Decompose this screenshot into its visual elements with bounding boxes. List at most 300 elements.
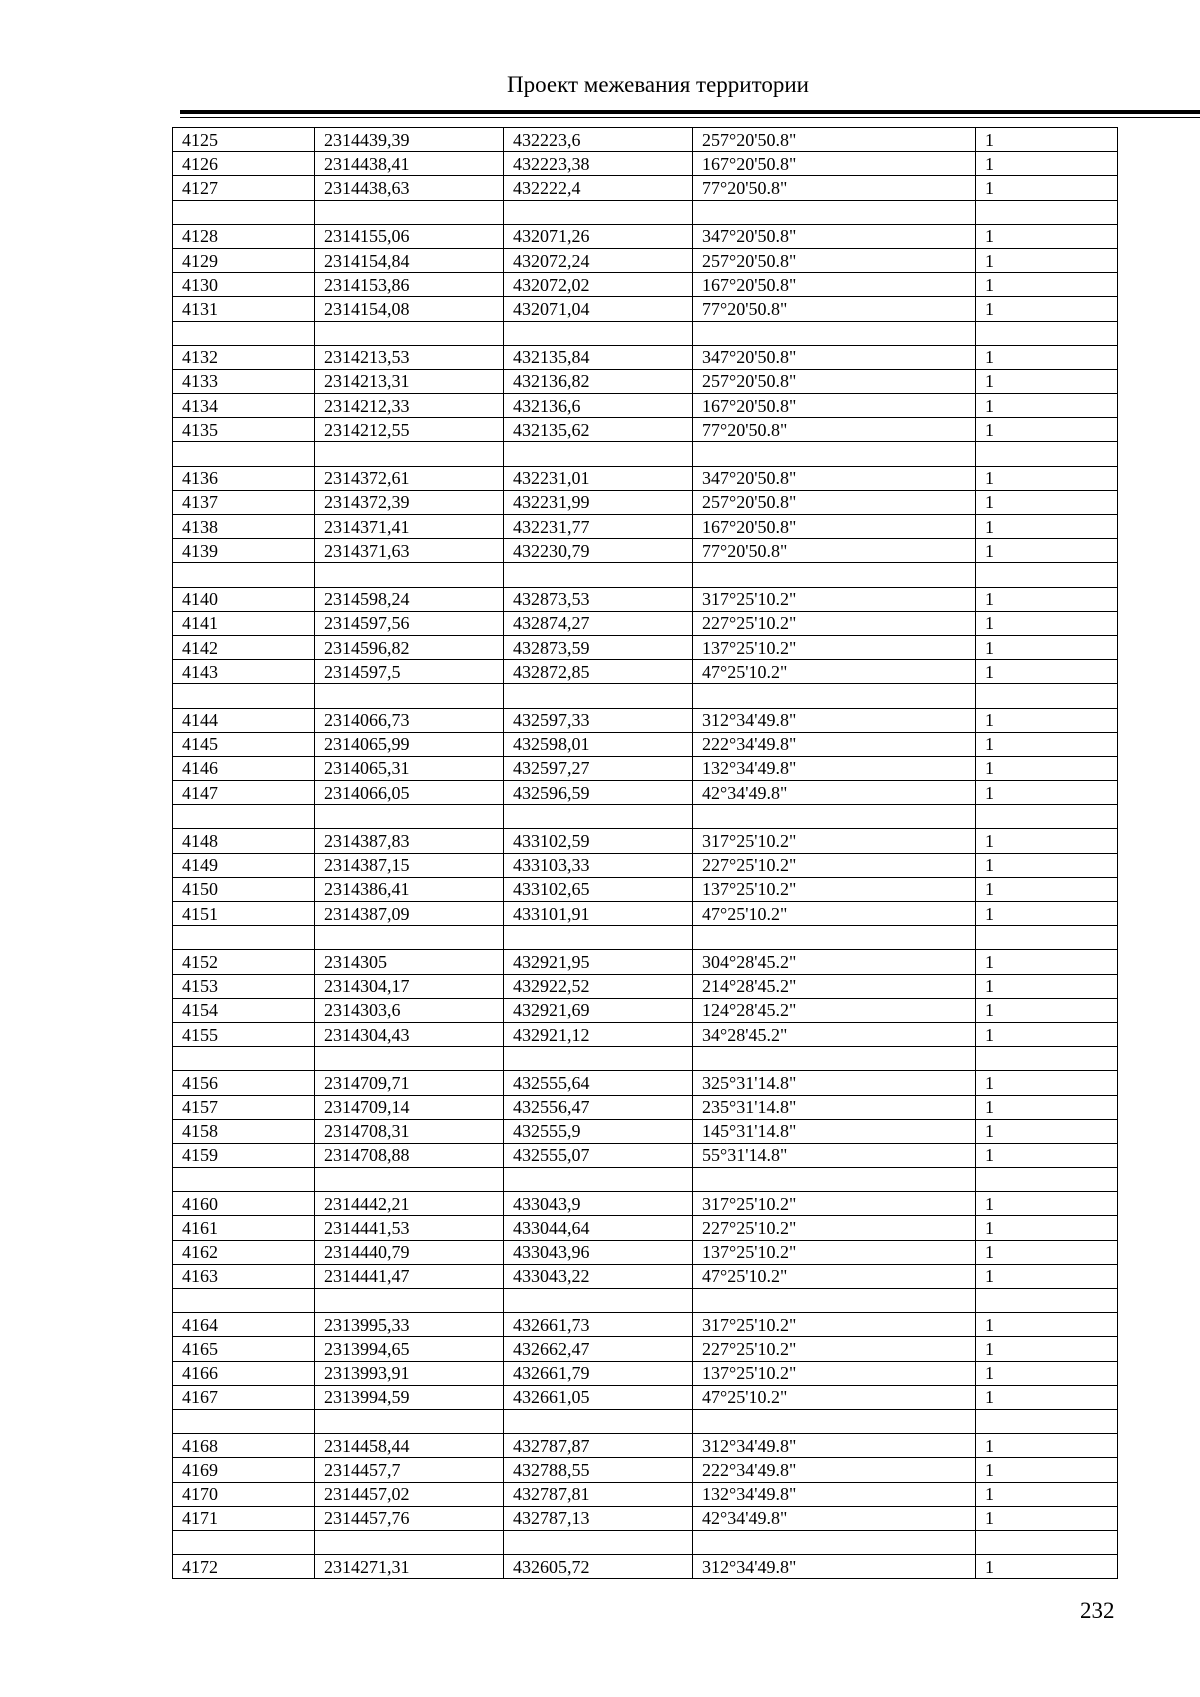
empty-cell [315, 684, 504, 708]
direction-angle-cell: 77°20'50.8" [693, 297, 976, 321]
y-coordinate-cell: 432873,59 [504, 635, 693, 659]
empty-cell [173, 1047, 315, 1071]
empty-cell [173, 926, 315, 950]
empty-cell [504, 684, 693, 708]
empty-cell [693, 1409, 976, 1433]
y-coordinate-cell: 432135,84 [504, 345, 693, 369]
empty-cell [693, 805, 976, 829]
distance-cell: 1 [976, 273, 1118, 297]
distance-cell: 1 [976, 248, 1118, 272]
y-coordinate-cell: 432556,47 [504, 1095, 693, 1119]
empty-cell [693, 563, 976, 587]
distance-cell: 1 [976, 1095, 1118, 1119]
table-row [173, 539, 1118, 563]
empty-cell [315, 321, 504, 345]
direction-angle-cell: 235°31'14.8" [693, 1095, 976, 1119]
point-number-cell: 4126 [173, 152, 315, 176]
empty-cell [315, 1409, 504, 1433]
y-coordinate-cell: 432223,38 [504, 152, 693, 176]
empty-cell [315, 1168, 504, 1192]
y-coordinate-cell: 432921,12 [504, 1022, 693, 1046]
direction-angle-cell: 257°20'50.8" [693, 369, 976, 393]
empty-cell [504, 805, 693, 829]
table-row [173, 1071, 1118, 1095]
distance-cell: 1 [976, 974, 1118, 998]
x-coordinate-cell: 2314154,84 [315, 248, 504, 272]
point-number-cell: 4128 [173, 224, 315, 248]
empty-cell [173, 1409, 315, 1433]
point-number-cell: 4144 [173, 708, 315, 732]
x-coordinate-cell: 2314371,41 [315, 515, 504, 539]
table-row [173, 273, 1118, 297]
group-separator-row [173, 563, 1118, 587]
direction-angle-cell: 77°20'50.8" [693, 539, 976, 563]
point-number-cell: 4151 [173, 902, 315, 926]
group-separator-row [173, 1168, 1118, 1192]
empty-cell [504, 1409, 693, 1433]
table-row [173, 1095, 1118, 1119]
point-number-cell: 4139 [173, 539, 315, 563]
group-separator-row [173, 1409, 1118, 1433]
y-coordinate-cell: 432661,79 [504, 1361, 693, 1385]
x-coordinate-cell: 2314442,21 [315, 1192, 504, 1216]
coordinates-table-body [173, 128, 1118, 1579]
table-row [173, 1361, 1118, 1385]
direction-angle-cell: 257°20'50.8" [693, 248, 976, 272]
direction-angle-cell: 132°34'49.8" [693, 1482, 976, 1506]
point-number-cell: 4155 [173, 1022, 315, 1046]
direction-angle-cell: 222°34'49.8" [693, 732, 976, 756]
x-coordinate-cell: 2314371,63 [315, 539, 504, 563]
x-coordinate-cell: 2314441,53 [315, 1216, 504, 1240]
distance-cell: 1 [976, 539, 1118, 563]
empty-cell [693, 1047, 976, 1071]
direction-angle-cell: 312°34'49.8" [693, 708, 976, 732]
table-row [173, 345, 1118, 369]
direction-angle-cell: 47°25'10.2" [693, 660, 976, 684]
x-coordinate-cell: 2314387,09 [315, 902, 504, 926]
distance-cell: 1 [976, 660, 1118, 684]
y-coordinate-cell: 432661,05 [504, 1385, 693, 1409]
group-separator-row [173, 200, 1118, 224]
distance-cell: 1 [976, 877, 1118, 901]
group-separator-row [173, 321, 1118, 345]
point-number-cell: 4167 [173, 1385, 315, 1409]
table-row [173, 611, 1118, 635]
table-row [173, 297, 1118, 321]
distance-cell: 1 [976, 1143, 1118, 1167]
x-coordinate-cell: 2314155,06 [315, 224, 504, 248]
x-coordinate-cell: 2314598,24 [315, 587, 504, 611]
empty-cell [976, 684, 1118, 708]
y-coordinate-cell: 432597,27 [504, 756, 693, 780]
empty-cell [976, 1289, 1118, 1313]
direction-angle-cell: 257°20'50.8" [693, 128, 976, 152]
distance-cell: 1 [976, 490, 1118, 514]
distance-cell: 1 [976, 1119, 1118, 1143]
distance-cell: 1 [976, 297, 1118, 321]
table-row [173, 1482, 1118, 1506]
point-number-cell: 4142 [173, 635, 315, 659]
direction-angle-cell: 145°31'14.8" [693, 1119, 976, 1143]
y-coordinate-cell: 432597,33 [504, 708, 693, 732]
empty-cell [976, 563, 1118, 587]
empty-cell [504, 200, 693, 224]
direction-angle-cell: 312°34'49.8" [693, 1434, 976, 1458]
table-row [173, 1506, 1118, 1530]
point-number-cell: 4171 [173, 1506, 315, 1530]
point-number-cell: 4163 [173, 1264, 315, 1288]
direction-angle-cell: 317°25'10.2" [693, 1192, 976, 1216]
direction-angle-cell: 317°25'10.2" [693, 587, 976, 611]
y-coordinate-cell: 432662,47 [504, 1337, 693, 1361]
y-coordinate-cell: 433043,96 [504, 1240, 693, 1264]
empty-cell [504, 926, 693, 950]
distance-cell: 1 [976, 998, 1118, 1022]
distance-cell: 1 [976, 394, 1118, 418]
direction-angle-cell: 325°31'14.8" [693, 1071, 976, 1095]
y-coordinate-cell: 433102,65 [504, 877, 693, 901]
distance-cell: 1 [976, 1434, 1118, 1458]
direction-angle-cell: 317°25'10.2" [693, 1313, 976, 1337]
direction-angle-cell: 227°25'10.2" [693, 853, 976, 877]
point-number-cell: 4130 [173, 273, 315, 297]
distance-cell: 1 [976, 1482, 1118, 1506]
distance-cell: 1 [976, 950, 1118, 974]
empty-cell [504, 1168, 693, 1192]
y-coordinate-cell: 432555,07 [504, 1143, 693, 1167]
empty-cell [173, 1168, 315, 1192]
group-separator-row [173, 1530, 1118, 1554]
distance-cell: 1 [976, 902, 1118, 926]
x-coordinate-cell: 2314440,79 [315, 1240, 504, 1264]
point-number-cell: 4156 [173, 1071, 315, 1095]
empty-cell [504, 1289, 693, 1313]
point-number-cell: 4127 [173, 176, 315, 200]
y-coordinate-cell: 432136,6 [504, 394, 693, 418]
x-coordinate-cell: 2314597,5 [315, 660, 504, 684]
x-coordinate-cell: 2314065,99 [315, 732, 504, 756]
point-number-cell: 4134 [173, 394, 315, 418]
y-coordinate-cell: 432787,13 [504, 1506, 693, 1530]
y-coordinate-cell: 433044,64 [504, 1216, 693, 1240]
direction-angle-cell: 227°25'10.2" [693, 611, 976, 635]
y-coordinate-cell: 432921,69 [504, 998, 693, 1022]
empty-cell [173, 442, 315, 466]
table-row [173, 248, 1118, 272]
x-coordinate-cell: 2314387,83 [315, 829, 504, 853]
empty-cell [976, 442, 1118, 466]
distance-cell: 1 [976, 466, 1118, 490]
direction-angle-cell: 317°25'10.2" [693, 829, 976, 853]
table-row [173, 635, 1118, 659]
empty-cell [693, 321, 976, 345]
empty-cell [693, 684, 976, 708]
y-coordinate-cell: 433103,33 [504, 853, 693, 877]
table-row [173, 418, 1118, 442]
direction-angle-cell: 167°20'50.8" [693, 515, 976, 539]
table-row [173, 1458, 1118, 1482]
direction-angle-cell: 347°20'50.8" [693, 224, 976, 248]
y-coordinate-cell: 432223,6 [504, 128, 693, 152]
point-number-cell: 4164 [173, 1313, 315, 1337]
distance-cell: 1 [976, 1240, 1118, 1264]
x-coordinate-cell: 2313995,33 [315, 1313, 504, 1337]
point-number-cell: 4129 [173, 248, 315, 272]
table-row [173, 1143, 1118, 1167]
direction-angle-cell: 42°34'49.8" [693, 1506, 976, 1530]
direction-angle-cell: 167°20'50.8" [693, 152, 976, 176]
x-coordinate-cell: 2314438,41 [315, 152, 504, 176]
point-number-cell: 4158 [173, 1119, 315, 1143]
y-coordinate-cell: 432922,52 [504, 974, 693, 998]
x-coordinate-cell: 2314387,15 [315, 853, 504, 877]
point-number-cell: 4138 [173, 515, 315, 539]
point-number-cell: 4154 [173, 998, 315, 1022]
table-row [173, 224, 1118, 248]
x-coordinate-cell: 2314386,41 [315, 877, 504, 901]
table-row [173, 152, 1118, 176]
distance-cell: 1 [976, 1555, 1118, 1579]
empty-cell [976, 1168, 1118, 1192]
distance-cell: 1 [976, 853, 1118, 877]
empty-cell [173, 1530, 315, 1554]
empty-cell [173, 1289, 315, 1313]
distance-cell: 1 [976, 1022, 1118, 1046]
empty-cell [976, 926, 1118, 950]
direction-angle-cell: 257°20'50.8" [693, 490, 976, 514]
point-number-cell: 4137 [173, 490, 315, 514]
direction-angle-cell: 34°28'45.2" [693, 1022, 976, 1046]
point-number-cell: 4141 [173, 611, 315, 635]
group-separator-row [173, 1047, 1118, 1071]
distance-cell: 1 [976, 418, 1118, 442]
distance-cell: 1 [976, 128, 1118, 152]
table-row [173, 1313, 1118, 1337]
table-row [173, 394, 1118, 418]
x-coordinate-cell: 2314438,63 [315, 176, 504, 200]
empty-cell [173, 563, 315, 587]
y-coordinate-cell: 432874,27 [504, 611, 693, 635]
x-coordinate-cell: 2314212,55 [315, 418, 504, 442]
x-coordinate-cell: 2314154,08 [315, 297, 504, 321]
table-row [173, 732, 1118, 756]
x-coordinate-cell: 2314304,17 [315, 974, 504, 998]
x-coordinate-cell: 2314457,76 [315, 1506, 504, 1530]
table-row [173, 1337, 1118, 1361]
point-number-cell: 4146 [173, 756, 315, 780]
direction-angle-cell: 167°20'50.8" [693, 394, 976, 418]
distance-cell: 1 [976, 781, 1118, 805]
x-coordinate-cell: 2314439,39 [315, 128, 504, 152]
distance-cell: 1 [976, 1506, 1118, 1530]
distance-cell: 1 [976, 1313, 1118, 1337]
empty-cell [976, 1530, 1118, 1554]
empty-cell [315, 1289, 504, 1313]
empty-cell [976, 200, 1118, 224]
empty-cell [315, 926, 504, 950]
direction-angle-cell: 132°34'49.8" [693, 756, 976, 780]
empty-cell [693, 200, 976, 224]
point-number-cell: 4143 [173, 660, 315, 684]
point-number-cell: 4172 [173, 1555, 315, 1579]
point-number-cell: 4162 [173, 1240, 315, 1264]
direction-angle-cell: 137°25'10.2" [693, 1361, 976, 1385]
y-coordinate-cell: 432222,4 [504, 176, 693, 200]
point-number-cell: 4169 [173, 1458, 315, 1482]
y-coordinate-cell: 433043,22 [504, 1264, 693, 1288]
direction-angle-cell: 347°20'50.8" [693, 466, 976, 490]
point-number-cell: 4131 [173, 297, 315, 321]
empty-cell [315, 200, 504, 224]
point-number-cell: 4135 [173, 418, 315, 442]
x-coordinate-cell: 2314457,7 [315, 1458, 504, 1482]
distance-cell: 1 [976, 756, 1118, 780]
point-number-cell: 4132 [173, 345, 315, 369]
y-coordinate-cell: 432071,04 [504, 297, 693, 321]
x-coordinate-cell: 2314457,02 [315, 1482, 504, 1506]
x-coordinate-cell: 2314066,05 [315, 781, 504, 805]
empty-cell [173, 684, 315, 708]
y-coordinate-cell: 432136,82 [504, 369, 693, 393]
x-coordinate-cell: 2314597,56 [315, 611, 504, 635]
table-row [173, 853, 1118, 877]
distance-cell: 1 [976, 611, 1118, 635]
table-row [173, 998, 1118, 1022]
empty-cell [693, 1168, 976, 1192]
distance-cell: 1 [976, 1071, 1118, 1095]
empty-cell [693, 1530, 976, 1554]
y-coordinate-cell: 432787,81 [504, 1482, 693, 1506]
table-row [173, 829, 1118, 853]
distance-cell: 1 [976, 152, 1118, 176]
y-coordinate-cell: 432231,99 [504, 490, 693, 514]
empty-cell [173, 200, 315, 224]
distance-cell: 1 [976, 1264, 1118, 1288]
point-number-cell: 4145 [173, 732, 315, 756]
point-number-cell: 4168 [173, 1434, 315, 1458]
empty-cell [976, 805, 1118, 829]
group-separator-row [173, 442, 1118, 466]
y-coordinate-cell: 432072,24 [504, 248, 693, 272]
x-coordinate-cell: 2314304,43 [315, 1022, 504, 1046]
y-coordinate-cell: 433102,59 [504, 829, 693, 853]
x-coordinate-cell: 2313994,59 [315, 1385, 504, 1409]
table-row [173, 756, 1118, 780]
point-number-cell: 4157 [173, 1095, 315, 1119]
distance-cell: 1 [976, 732, 1118, 756]
empty-cell [504, 1530, 693, 1554]
direction-angle-cell: 47°25'10.2" [693, 1385, 976, 1409]
x-coordinate-cell: 2314153,86 [315, 273, 504, 297]
point-number-cell: 4165 [173, 1337, 315, 1361]
y-coordinate-cell: 432555,64 [504, 1071, 693, 1095]
x-coordinate-cell: 2314708,88 [315, 1143, 504, 1167]
y-coordinate-cell: 432605,72 [504, 1555, 693, 1579]
point-number-cell: 4152 [173, 950, 315, 974]
x-coordinate-cell: 2314305 [315, 950, 504, 974]
table-row [173, 515, 1118, 539]
table-row [173, 587, 1118, 611]
y-coordinate-cell: 432231,77 [504, 515, 693, 539]
distance-cell: 1 [976, 1192, 1118, 1216]
distance-cell: 1 [976, 829, 1118, 853]
direction-angle-cell: 77°20'50.8" [693, 418, 976, 442]
y-coordinate-cell: 432231,01 [504, 466, 693, 490]
empty-cell [315, 563, 504, 587]
group-separator-row [173, 684, 1118, 708]
table-row [173, 1216, 1118, 1240]
direction-angle-cell: 304°28'45.2" [693, 950, 976, 974]
x-coordinate-cell: 2314303,6 [315, 998, 504, 1022]
direction-angle-cell: 222°34'49.8" [693, 1458, 976, 1482]
direction-angle-cell: 227°25'10.2" [693, 1337, 976, 1361]
x-coordinate-cell: 2314709,14 [315, 1095, 504, 1119]
x-coordinate-cell: 2314213,53 [315, 345, 504, 369]
empty-cell [173, 321, 315, 345]
table-row [173, 902, 1118, 926]
empty-cell [315, 1530, 504, 1554]
y-coordinate-cell: 432135,62 [504, 418, 693, 442]
point-number-cell: 4170 [173, 1482, 315, 1506]
point-number-cell: 4147 [173, 781, 315, 805]
direction-angle-cell: 137°25'10.2" [693, 1240, 976, 1264]
y-coordinate-cell: 432787,87 [504, 1434, 693, 1458]
table-row [173, 1264, 1118, 1288]
x-coordinate-cell: 2314458,44 [315, 1434, 504, 1458]
y-coordinate-cell: 432230,79 [504, 539, 693, 563]
x-coordinate-cell: 2314596,82 [315, 635, 504, 659]
y-coordinate-cell: 432788,55 [504, 1458, 693, 1482]
y-coordinate-cell: 432071,26 [504, 224, 693, 248]
x-coordinate-cell: 2313993,91 [315, 1361, 504, 1385]
table-row [173, 950, 1118, 974]
table-row [173, 1555, 1118, 1579]
y-coordinate-cell: 433043,9 [504, 1192, 693, 1216]
table-row [173, 466, 1118, 490]
x-coordinate-cell: 2314441,47 [315, 1264, 504, 1288]
empty-cell [504, 563, 693, 587]
distance-cell: 1 [976, 1385, 1118, 1409]
x-coordinate-cell: 2314213,31 [315, 369, 504, 393]
group-separator-row [173, 926, 1118, 950]
empty-cell [315, 805, 504, 829]
direction-angle-cell: 77°20'50.8" [693, 176, 976, 200]
direction-angle-cell: 167°20'50.8" [693, 273, 976, 297]
x-coordinate-cell: 2313994,65 [315, 1337, 504, 1361]
empty-cell [504, 321, 693, 345]
direction-angle-cell: 47°25'10.2" [693, 1264, 976, 1288]
x-coordinate-cell: 2314372,61 [315, 466, 504, 490]
distance-cell: 1 [976, 224, 1118, 248]
point-number-cell: 4153 [173, 974, 315, 998]
direction-angle-cell: 214°28'45.2" [693, 974, 976, 998]
header-rule-thick [180, 110, 1200, 114]
x-coordinate-cell: 2314708,31 [315, 1119, 504, 1143]
table-row [173, 781, 1118, 805]
header-rule-thin [180, 117, 1200, 118]
x-coordinate-cell: 2314065,31 [315, 756, 504, 780]
y-coordinate-cell: 432872,85 [504, 660, 693, 684]
point-number-cell: 4149 [173, 853, 315, 877]
empty-cell [504, 1047, 693, 1071]
table-row [173, 1192, 1118, 1216]
table-row [173, 708, 1118, 732]
empty-cell [976, 1047, 1118, 1071]
point-number-cell: 4166 [173, 1361, 315, 1385]
table-row [173, 1240, 1118, 1264]
table-row [173, 1119, 1118, 1143]
